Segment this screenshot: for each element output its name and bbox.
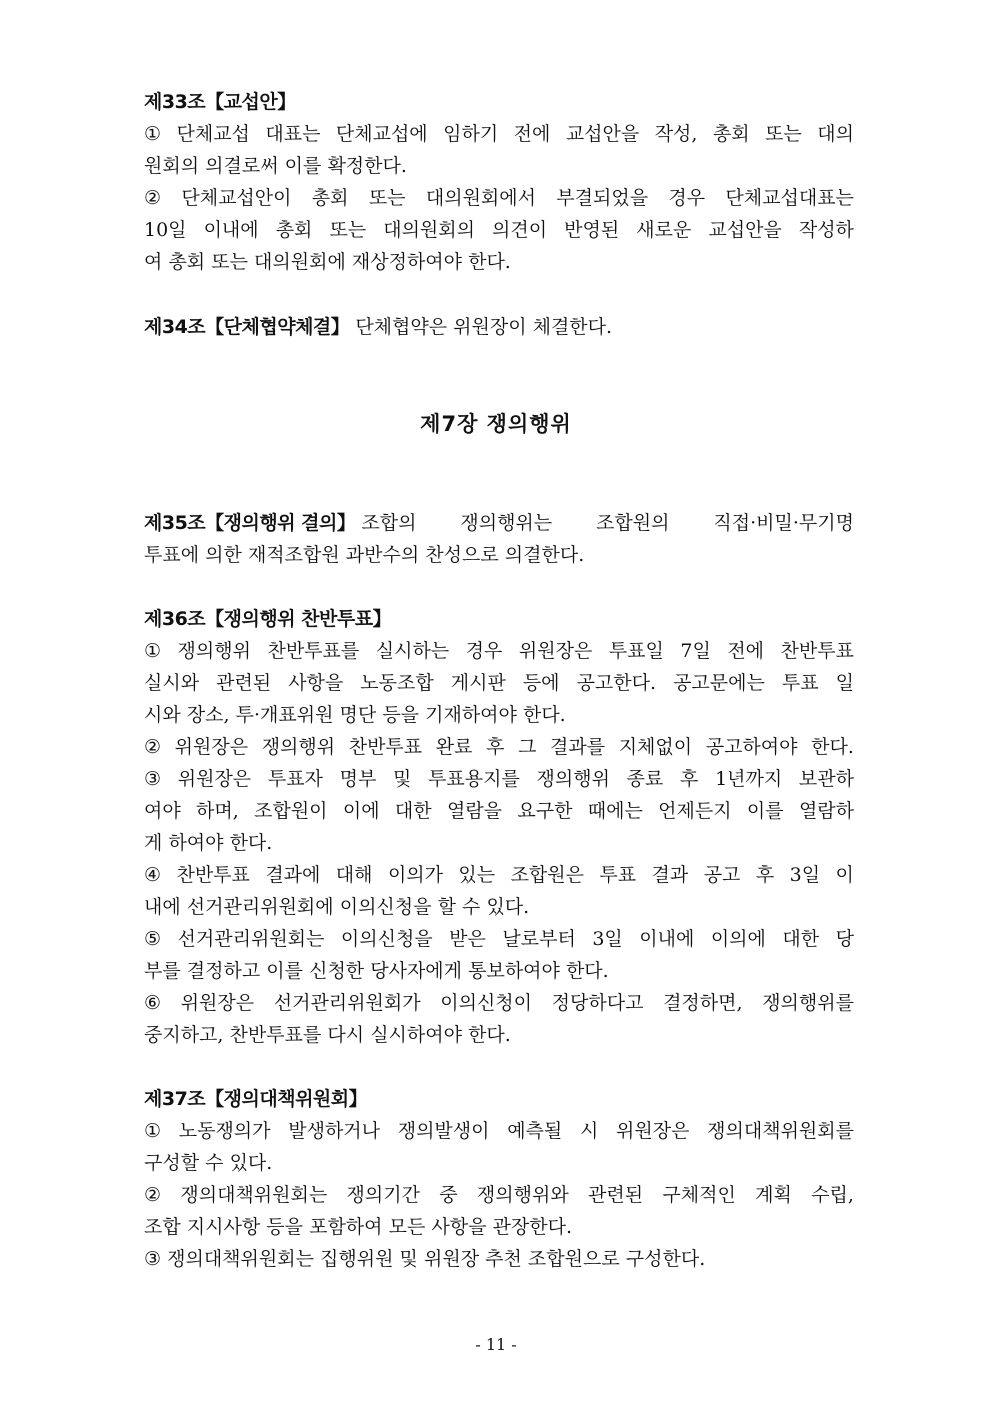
article-34-line (144, 311, 854, 343)
article-36-line: ② 위원장은 쟁의행위 찬반투표 완료 후 그 결과를 지체없이 공고하여야 한다. (144, 736, 854, 758)
article-36-line: 실시와 관련된 사항을 노동조합 게시판 등에 공고한다. 공고문에는 투표 일 (144, 672, 854, 694)
article-35 (144, 507, 854, 571)
article-33-heading: 제33조【교섭안】 (144, 91, 296, 113)
article-33 (144, 86, 854, 278)
page-number: - 11 - (475, 1335, 517, 1354)
article-33-line: 10일 이내에 총회 또는 대의원회의 의견이 반영된 새로운 교섭안을 작성하 (144, 219, 854, 241)
article-36-line: ④ 찬반투표 결과에 대해 이의가 있는 조합원은 투표 결과 공고 후 3일 이 (144, 864, 854, 886)
article-36-line: ① 쟁의행위 찬반투표를 실시하는 경우 위원장은 투표일 7일 전에 찬반투표 (144, 640, 854, 662)
article-36-line: 시와 장소, 투·개표위원 명단 등을 기재하여야 한다. (144, 704, 566, 726)
article-34 (144, 311, 854, 343)
article-35-line: 투표에 의한 재적조합원 과반수의 찬성으로 의결한다. (144, 544, 585, 566)
article-37-heading: 제37조【쟁의대책위원회】 (144, 1088, 368, 1110)
article-33-line: ② 단체교섭안이 총회 또는 대의원회에서 부결되었을 경우 단체교섭대표는 (144, 187, 854, 209)
article-37-line: 구성할 수 있다. (144, 1152, 273, 1174)
article-36-line: ⑥ 위원장은 선거관리위원회가 이의신청이 정당하다고 결정하면, 쟁의행위를 (144, 992, 854, 1014)
article-36-line: ③ 위원장은 투표자 명부 및 투표용지를 쟁의행위 종료 후 1년까지 보관하 (144, 768, 854, 790)
article-36-heading: 제36조【쟁의행위 찬반투표】 (144, 608, 392, 630)
article-37-line: ③ 쟁의대책위원회는 집행위원 및 위원장 추천 조합원으로 구성한다. (144, 1248, 706, 1270)
article-36 (144, 603, 854, 1051)
article-36-line: 중지하고, 찬반투표를 다시 실시하여야 한다. (144, 1024, 511, 1046)
article-37 (144, 1083, 854, 1275)
article-36-line: 부를 결정하고 이를 신청한 당사자에게 통보하여야 한다. (144, 960, 609, 982)
article-36-line: 여야 하며, 조합원이 이에 대한 열람을 요구한 때에는 언제든지 이를 열람하 (144, 800, 854, 822)
article-37-line: ② 쟁의대책위원회는 쟁의기간 중 쟁의행위와 관련된 구체적인 계획 수립, (144, 1184, 854, 1206)
article-36-line: 내에 선거관리위원회에 이의신청을 할 수 있다. (144, 896, 530, 918)
article-33-line: 여 총회 또는 대의원회에 재상정하여야 한다. (144, 251, 511, 273)
article-35-text: 조합의 쟁의행위는 조합원의 직접·비밀·무기명 (361, 512, 854, 534)
article-36-line: ⑤ 선거관리위원회는 이의신청을 받은 날로부터 3일 이내에 이의에 대한 당 (144, 928, 854, 950)
article-36-line: 게 하여야 한다. (144, 832, 273, 854)
chapter-title: 제7장 쟁의행위 (420, 412, 572, 436)
article-37-line: 조합 지시사항 등을 포함하여 모든 사항을 관장한다. (144, 1216, 572, 1238)
article-33-line: 원회의 의결로써 이를 확정한다. (144, 155, 407, 177)
article-34-text: 단체협약은 위원장이 체결한다. (349, 316, 613, 338)
article-34-heading: 제34조【단체협약체결】 (144, 316, 350, 338)
article-37-line: ① 노동쟁의가 발생하거나 쟁의발생이 예측될 시 위원장은 쟁의대책위원회를 (144, 1120, 854, 1142)
article-35-line (144, 507, 854, 539)
article-33-line: ① 단체교섭 대표는 단체교섭에 임하기 전에 교섭안을 작성, 총회 또는 대의 (144, 123, 854, 145)
article-35-heading: 제35조【쟁의행위 결의】 (144, 512, 356, 534)
